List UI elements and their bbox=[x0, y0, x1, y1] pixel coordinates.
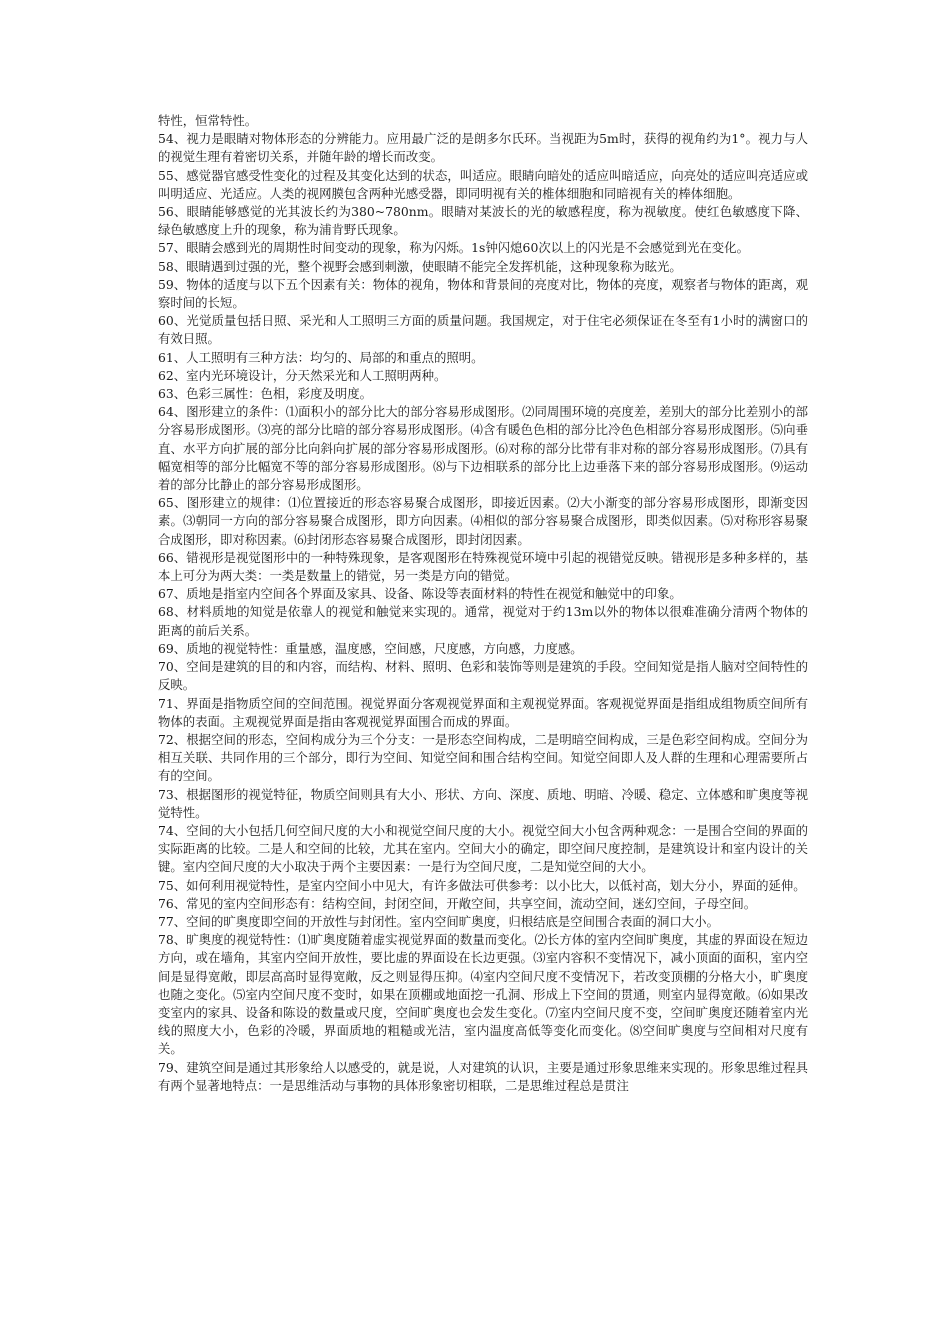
paragraph-68: 68、材料质地的知觉是依靠人的视觉和触觉来实现的。通常，视觉对于约13m以外的物体以很难准确分清两个物体的距离的前后关系。 bbox=[158, 604, 808, 638]
paragraph-62: 62、室内光环境设计，分天然采光和人工照明两种。 bbox=[158, 367, 447, 383]
paragraph-69: 69、质地的视觉特性：重量感，温度感，空间感，尺度感，方向感，力度感。 bbox=[158, 640, 583, 656]
paragraph-75: 75、如何利用视觉特性，是室内空间小中见大，有许多做法可供参考：以小比大，以低衬高，划大分小，界面的延伸。 bbox=[158, 877, 806, 893]
paragraph-55: 55、感觉器官感受性变化的过程及其变化达到的状态，叫适应。眼睛向暗处的适应叫暗适应，向亮处的适应叫亮适应或叫明适应、光适应。人类的视网膜包含两种光感受器，即同明视有关的椎体细胞和同暗视有关的棒体细胞。 bbox=[158, 167, 808, 201]
paragraph-78: 78、旷奥度的视觉特性：⑴旷奥度随着虚实视觉界面的数量而变化。⑵长方体的室内空间旷奥度，其虚的界面设在短边方向，或在墙角，其室内空间开放性，要比虚的界面设在长边更强。⑶室内容积不变情况下，减小顶面的面积，室内空间是显得宽敞，即层高高时显得宽敞，反之则显得压抑。⑷室内空间尺度不变情况下，若改变顶棚的分格大小，旷奥度也随之变化。⑸室内空间尺度不变时，如果在顶棚或地面挖一孔洞、形成上下空间的贯通，则室内显得宽敞。⑹如果改变室内的家具、设备和陈设的数量或尺度，空间旷奥度也会发生变化。⑺室内空间尺度不变，空间旷奥度还随着室内光线的照度大小，色彩的冷暖，界面质地的粗糙或光洁，室内温度高低等变化而变化。⑻空间旷奥度与空间相对尺度有关。 bbox=[158, 932, 808, 1057]
paragraph-72: 72、根据空间的形态，空间构成分为三个分支：一是形态空间构成，二是明暗空间构成，三是色彩空间构成。空间分为相互关联、共同作用的三个部分，即行为空间、知觉空间和围合结构空间。知觉空间即人及人群的生理和心理需要所占有的空间。 bbox=[158, 731, 808, 784]
paragraph-58: 58、眼睛遇到过强的光，整个视野会感到刺激，使眼睛不能完全发挥机能，这种现象称为眩光。 bbox=[158, 258, 682, 274]
paragraph-60: 60、光觉质量包括日照、采光和人工照明三方面的质量问题。我国规定，对于住宅必须保证在冬至有1小时的满窗口的有效日照。 bbox=[158, 313, 808, 347]
paragraph-76: 76、常见的室内空间形态有：结构空间，封闭空间，开敞空间，共享空间，流动空间，迷幻空间，子母空间。 bbox=[158, 895, 757, 911]
paragraph-79: 79、建筑空间是通过其形象给人以感受的，就是说，人对建筑的认识，主要是通过形象思维来实现的。形象思维过程具有两个显著地特点：一是思维活动与事物的具体形象密切相联，二是思维过程总是贯注 bbox=[158, 1059, 808, 1093]
paragraph-71: 71、界面是指物质空间的空间范围。视觉界面分客观视觉界面和主观视觉界面。客观视觉界面是指组成组物质空间所有物体的表面。主观视觉界面是指由客观视觉界面围合而成的界面。 bbox=[158, 695, 808, 729]
paragraph-59: 59、物体的适度与以下五个因素有关：物体的视角，物体和背景间的亮度对比，物体的亮度，观察者与物体的距离，观察时间的长短。 bbox=[158, 276, 808, 311]
document-page bbox=[158, 112, 808, 1095]
paragraph-70: 70、空间是建筑的目的和内容，而结构、材料、照明、色彩和装饰等则是建筑的手段。空间知觉是指人脑对空间特性的反映。 bbox=[158, 659, 808, 693]
paragraph-64: 64、图形建立的条件：⑴面积小的部分比大的部分容易形成图形。⑵同周围环境的亮度差，差别大的部分比差别小的部分容易形成图形。⑶亮的部分比暗的部分容易形成图形。⑷含有暖色色相的部分比冷色色相部分容易形成图形。⑸向垂直、水平方向扩展的部分比向斜向扩展的部分容易形成图形。⑹对称的部分比带有非对称的部分容易形成图形。⑺具有幅宽相等的部分比幅宽不等的部分容易形成图形。⑻与下边相联系的部分比上边垂落下来的部分容易形成图形。⑼运动着的部分比静止的部分容易形成图形。 bbox=[158, 404, 808, 493]
paragraph-63: 63、色彩三属性：色相，彩度及明度。 bbox=[158, 386, 373, 402]
paragraph-65: 65、图形建立的规律：⑴位置接近的形态容易聚合成图形，即接近因素。⑵大小渐变的部分容易形成图形，即渐变因素。⑶朝同一方向的部分容易聚合成图形，即方向因素。⑷相似的部分容易聚合成图形，即类似因素。⑸对称形容易聚合成图形，即对称因素。⑹封闭形态容易聚合成图形，即封闭因素。 bbox=[158, 495, 808, 547]
paragraph-77: 77、空间的旷奥度即空间的开放性与封闭性。室内空间旷奥度，归根结底是空间围合表面的洞口大小。 bbox=[158, 913, 719, 929]
paragraph-74: 74、空间的大小包括几何空间尺度的大小和视觉空间尺度的大小。视觉空间大小包含两种观念：一是围合空间的界面的实际距离的比较。二是人和空间的比较，尤其在室内。空间大小的确定，即空间尺度控制，是建筑设计和室内设计的关键。室内空间尺度的大小取决于两个主要因素：一是行为空间尺度，二是知觉空间的大小。 bbox=[158, 822, 808, 875]
paragraph-67: 67、质地是指室内空间各个界面及家具、设备、陈设等表面材料的特性在视觉和触觉中的印象。 bbox=[158, 586, 682, 602]
paragraph-57: 57、眼睛会感到光的周期性时间变动的现象，称为闪烁。1s钟闪熄60次以上的闪光是不会感觉到光在变化。 bbox=[158, 240, 749, 256]
paragraph-54: 54、视力是眼睛对物体形态的分辨能力。应用最广泛的是朗多尔氏环。当视距为5m时，获得的视角约为1°。视力与人的视觉生理有着密切关系，并随年龄的增长而改变。 bbox=[158, 131, 808, 165]
paragraph-66: 66、错视形是视觉图形中的一种特殊现象，是客观图形在特殊视觉环境中引起的视错觉反映。错视形是多种多样的，基本上可分为两大类：一类是数量上的错觉，另一类是方向的错觉。 bbox=[158, 549, 808, 584]
paragraph-53-tail: 特性，恒常特性。 bbox=[158, 113, 258, 128]
paragraph-56: 56、眼睛能够感觉的光其波长约为380~780nm。眼睛对某波长的光的敏感程度，称为视敏度。使红色敏感度下降、绿色敏感度上升的现象，称为浦肯野氏现象。 bbox=[158, 204, 808, 238]
paragraph-61: 61、人工照明有三种方法：均匀的、局部的和重点的照明。 bbox=[158, 349, 484, 365]
paragraph-73: 73、根据图形的视觉特征，物质空间则具有大小、形状、方向、深度、质地、明暗、冷暖、稳定、立体感和旷奥度等视觉特性。 bbox=[158, 786, 808, 820]
